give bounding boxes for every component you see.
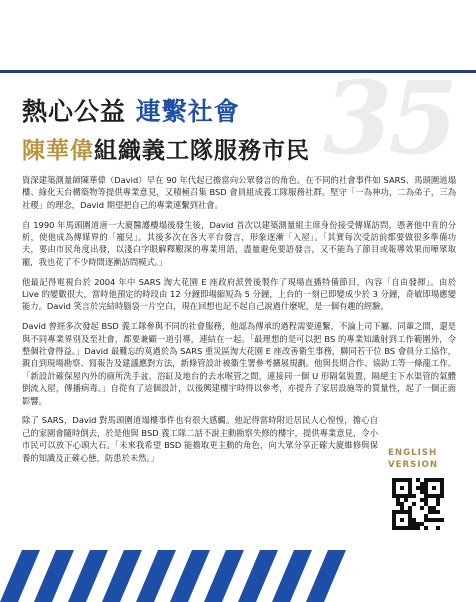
article-body	[22, 174, 456, 471]
anniversary-watermark: 35	[322, 59, 454, 177]
english-label-line2: VERSION	[388, 460, 439, 470]
decorative-stripes	[0, 550, 476, 602]
paragraph-5: 除了 SARS，David 對馬頭圍道塌樓事件也有很大感觸。他記得當時附近居民人心惶惶，擔心自己的家園會隨時倒去，於是他與 BSD 義工隊二話不說主動勘察失修的樓宇，提供專業意見，令小市民可以放下心頭大石。「未來我希望 BSD 能擔取更主動的角色，向大眾分享正確大廈維修與保養的知識及正確心態，防患於未然。」	[22, 415, 378, 463]
paragraph-3: 他最記得電視台於 2004 年中 SARS 淘大花園 E 座政府派營後製作了現場直播特備節目，內容「自由發揮」。由於 Live 的變數很大，當時他預定的時段由 12 分鐘即場縮短為 5 分鐘，上台的一刻已即變成少於 3 分鐘，奇敏即場應變能力。David 笑言於完結時腦袋一片空白，現在回想也記不起自己說過什麼呢，是一個有趣的經驗。	[22, 276, 456, 312]
subtitle-name: 陳華偉	[22, 138, 94, 164]
qr-code-icon[interactable]	[392, 478, 444, 530]
paragraph-2: 自 1990 年馬頭圍道唐一大廈醫護樓塌後發生後，David 首次以建築測量組主席身份接受傳媒訪問，憑著他中肯的分析，使他成為傳媒界的「寵兒」。其後多次在各大平台發言，形象逐漸「入屋」。「其實每次受訪前都要做很多準備功夫，要由市民角度出發，以淺白字眼解釋艱深的專業用語，盡量避免要語發言，又不能為了節目或報導效果而嘩眾取寵，我也花了不少時間逐漸訪問模式。」	[22, 219, 456, 267]
title-black-part: 熱心公益	[22, 97, 136, 126]
paragraph-1: 資深建築測量師陳華偉（David）早在 90 年代起已擔當向公眾發言的角色。在不同的社會事件如 SARS、馬頭圍道塌樓、綠化天台構築物等提供專業意見，又積極召集 BSD 會員組成義工隊服務社群。堅守「一為神功，二為弟子，三為社稷」的理念，David 期望把自己的專業連繫到社會。	[22, 175, 456, 210]
page-subtitle	[22, 132, 310, 165]
title-blue-part: 連繫社會	[135, 97, 240, 126]
paragraph-4: David 曾經多次發起 BSD 義工隊參與不同的社會服務，他認為傳承的過程需要連繫，不論上司下屬、同輩之間，還是與不同專業界別及至社會，都要兼顧一道引導，連結在一起。「最理想的是可以把 BS 的專業知識射到工作範圍外，令整個社會得益。」David 最難忘的莫過於為 SARS 重災區淘大花園 E 座改善衛生事務，聯同若干位 BS 會員分工協作，親自到現場勘察、寫報告及建議應對方法，新條管設計被衞生署參考擴展規劃。他與長期合作、協助工等一條龍工作。「新設計確保屋內外的廁所洗手盆，浴缸及地台的去水喉管之間，連接同一個 U 形隔氣裝置，隔絕主下水渠管的氣體倒流入屋，傳播病毒。」自從有了這個設計，以後興建樓宇時得以參考，亦提升了家居設施等的質量性，起了一個正面影響。	[22, 321, 456, 406]
page-title	[22, 92, 240, 128]
subtitle-text: 組織義工隊服務市民	[94, 138, 310, 164]
english-label-line1: ENGLISH	[388, 448, 438, 458]
english-version-label[interactable]	[388, 447, 458, 471]
